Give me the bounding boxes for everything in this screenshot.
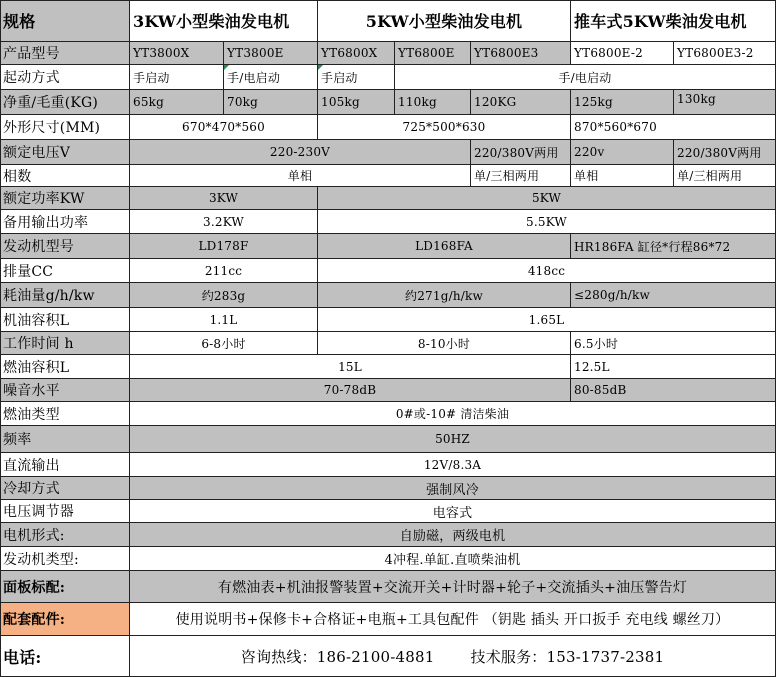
oil-capacity-3kw: 1.1L: [130, 308, 318, 332]
noise-cart: 80-85dB: [571, 379, 776, 402]
row-label-fuel-consumption: 耗油量g/h/kw: [0, 283, 130, 308]
frequency-value: 50HZ: [130, 426, 776, 453]
size-5kw: 725*500*630: [318, 115, 571, 140]
row-label-model: 产品型号: [0, 42, 130, 65]
service-number: 技术服务：153-1737-2381: [470, 647, 665, 666]
row-label-start: 起动方式: [0, 65, 130, 90]
phase-cart-dual: 单/三相两用: [674, 165, 776, 187]
weight-110: 110kg: [395, 90, 471, 115]
work-time-3kw: 6-8小时: [130, 332, 318, 355]
model-yt6800e: YT6800E: [395, 42, 471, 65]
row-label-size: 外形尺寸(MM): [0, 115, 130, 140]
row-label-fuel-type: 燃油类型: [0, 402, 130, 426]
header-3kw: 3KW小型柴油发电机: [130, 0, 318, 42]
engine-type-value: 4冲程.单缸.直喷柴油机: [130, 547, 776, 571]
row-label-engine-model: 发动机型号: [0, 234, 130, 259]
cooling-value: 强制风冷: [130, 477, 776, 500]
row-label-frequency: 频率: [0, 426, 130, 453]
phone-value: [130, 636, 776, 677]
voltage-cart-dual: 220/380V两用: [674, 140, 776, 165]
start-manual-electric-5kw: 手/电启动: [395, 65, 776, 90]
voltage-cart-single: 220v: [571, 140, 674, 165]
backup-power-5kw: 5.5KW: [318, 210, 776, 234]
header-cart: 推车式5KW柴油发电机: [571, 0, 776, 42]
weight-105: 105kg: [318, 90, 395, 115]
row-label-cooling: 冷却方式: [0, 477, 130, 500]
start-manual-5kw: 手启动: [318, 65, 395, 90]
engine-model-hr186fa: HR186FA 缸径*行程86*72: [571, 234, 776, 259]
weight-130: 130kg: [674, 90, 776, 115]
cell-marker: [318, 65, 323, 70]
row-label-phone: 电话:: [0, 636, 130, 677]
phase-dual: 单/三相两用: [471, 165, 571, 187]
regulator-value: 电容式: [130, 500, 776, 523]
row-label-regulator: 电压调节器: [0, 500, 130, 523]
row-label-work-time: 工作时间 h: [0, 332, 130, 355]
hotline-number: 咨询热线：186-2100-4881: [240, 647, 435, 666]
row-label-voltage: 额定电压V: [0, 140, 130, 165]
row-label-dc-output: 直流输出: [0, 453, 130, 477]
header-5kw: 5KW小型柴油发电机: [318, 0, 571, 42]
voltage-single: 220-230V: [130, 140, 471, 165]
row-label-displacement: 排量CC: [0, 259, 130, 283]
row-label-rated-power: 额定功率KW: [0, 187, 130, 210]
row-label-panel: 面板标配:: [0, 571, 130, 603]
weight-120: 120KG: [471, 90, 571, 115]
start-manual-3kw: 手启动: [130, 65, 224, 90]
model-yt6800x: YT6800X: [318, 42, 395, 65]
voltage-dual: 220/380V两用: [471, 140, 571, 165]
oil-capacity-5kw: 1.65L: [318, 308, 776, 332]
row-label-phase: 相数: [0, 165, 130, 187]
row-label-motor-type: 电机形式:: [0, 523, 130, 547]
model-yt6800e3-2: YT6800E3-2: [674, 42, 776, 65]
model-yt3800e: YT3800E: [224, 42, 318, 65]
rated-power-3kw: 3KW: [130, 187, 318, 210]
engine-model-ld178f: LD178F: [130, 234, 318, 259]
cell-marker: [224, 65, 229, 70]
row-label-backup-power: 备用输出功率: [0, 210, 130, 234]
engine-model-ld168fa: LD168FA: [318, 234, 571, 259]
fuel-type-value: 0#或-10# 清洁柴油: [130, 402, 776, 426]
accessories-value: 使用说明书+保修卡+合格证+电瓶+工具包配件 （钥匙 插头 开口扳手 充电线 螺丝刀）: [130, 603, 776, 636]
noise-main: 70-78dB: [130, 379, 571, 402]
fuel-consumption-cart: ≤280g/h/kw: [571, 283, 776, 308]
fuel-capacity-main: 15L: [130, 355, 571, 379]
work-time-cart: 6.5小时: [571, 332, 776, 355]
row-label-engine-type: 发动机类型:: [0, 547, 130, 571]
fuel-consumption-5kw: 约271g/h/kw: [318, 283, 571, 308]
work-time-5kw: 8-10小时: [318, 332, 571, 355]
backup-power-3kw: 3.2KW: [130, 210, 318, 234]
dc-output-value: 12V/8.3A: [130, 453, 776, 477]
row-label-weight: 净重/毛重(KG): [0, 90, 130, 115]
row-label-fuel-capacity: 燃油容积L: [0, 355, 130, 379]
panel-value: 有燃油表+机油报警装置+交流开关+计时器+轮子+交流插头+油压警告灯: [130, 571, 776, 603]
model-yt6800e-2: YT6800E-2: [571, 42, 674, 65]
start-manual-electric-3kw: 手/电启动: [224, 65, 318, 90]
row-label-noise: 噪音水平: [0, 379, 130, 402]
size-3kw: 670*470*560: [130, 115, 318, 140]
model-yt6800e3: YT6800E3: [471, 42, 571, 65]
motor-type-value: 自励磁，两级电机: [130, 523, 776, 547]
phase-single: 单相: [130, 165, 471, 187]
row-label-accessories: 配套配件:: [0, 603, 130, 636]
displacement-3kw: 211cc: [130, 259, 318, 283]
model-yt3800x: YT3800X: [130, 42, 224, 65]
fuel-consumption-3kw: 约283g: [130, 283, 318, 308]
rated-power-5kw: 5KW: [318, 187, 776, 210]
header-label: 规格: [0, 0, 130, 42]
weight-65: 65kg: [130, 90, 224, 115]
row-label-oil-capacity: 机油容积L: [0, 308, 130, 332]
weight-70: 70kg: [224, 90, 318, 115]
phase-cart-single: 单相: [571, 165, 674, 187]
weight-125: 125kg: [571, 90, 674, 115]
displacement-5kw: 418cc: [318, 259, 776, 283]
size-cart: 870*560*670: [571, 115, 776, 140]
fuel-capacity-cart: 12.5L: [571, 355, 776, 379]
